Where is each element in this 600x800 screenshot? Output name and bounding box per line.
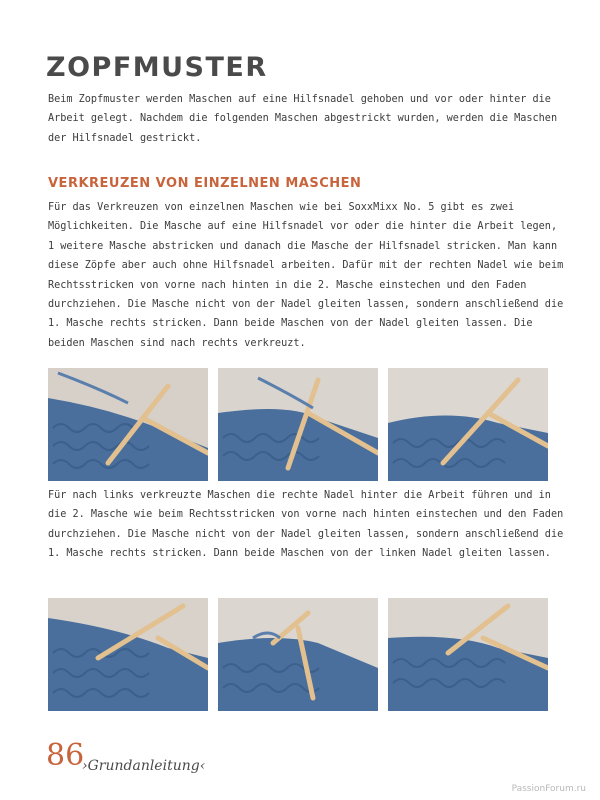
photo-step-2-right-cross (218, 368, 378, 481)
photo-step-3-left-cross (388, 598, 548, 711)
section-paragraph-2: Für nach links verkreuzte Maschen die rechte Nadel hinter die Arbeit führen und in die 2. Masche wie beim Rechtsstricken von vorne nach hinten einstechen und den Faden durchziehen. Die Masche nicht von der Nadel gleiten lassen, sondern anschließend die 1. Masche rechts stricken. Dann beide Maschen von der linken Nadel gleiten lassen. (48, 490, 564, 560)
watermark: PassionForum.ru (511, 784, 586, 794)
page-title: ZOPFMUSTER (46, 52, 268, 83)
page-number: 86 (46, 738, 85, 773)
photo-row-left-cross (48, 598, 548, 711)
photo-step-3-right-cross (388, 368, 548, 481)
intro-paragraph: Beim Zopfmuster werden Maschen auf eine Hilfsnadel gehoben und vor oder hinter die Arbeit gelegt. Nachdem die folgenden Maschen abgestrickt wurden, werden die Maschen der Hilfsnadel gestrickt. (48, 94, 558, 144)
footer-section-label: ›Grundanleitung‹ (82, 758, 206, 774)
photo-step-1-right-cross (48, 368, 208, 481)
section-heading: VERKREUZEN VON EINZELNEN MASCHEN (48, 176, 362, 191)
photo-step-2-left-cross (218, 598, 378, 711)
photo-step-1-left-cross (48, 598, 208, 711)
photo-row-right-cross (48, 368, 548, 481)
section-paragraph-1: Für das Verkreuzen von einzelnen Maschen wie bei SoxxMixx No. 5 gibt es zwei Möglichkeiten. Die Masche auf eine Hilfsnadel vor oder die hinter die Arbeit legen, 1 weitere Masche abstricken und danach die Masche der Hilfsnadel stricken. Man kann diese Zöpfe aber auch ohne Hilfsnadel arbeiten. Dafür mit der rechten Nadel wie beim Rechtsstricken von vorne nach hinten in die 2. Masche einstechen und den Faden durchziehen. Die Masche nicht von der Nadel gleiten lassen, sondern anschließend die 1. Masche rechts stricken. Dann beide Maschen von der Nadel gleiten lassen. Die beiden Maschen sind nach rechts verkreuzt. (48, 202, 564, 349)
